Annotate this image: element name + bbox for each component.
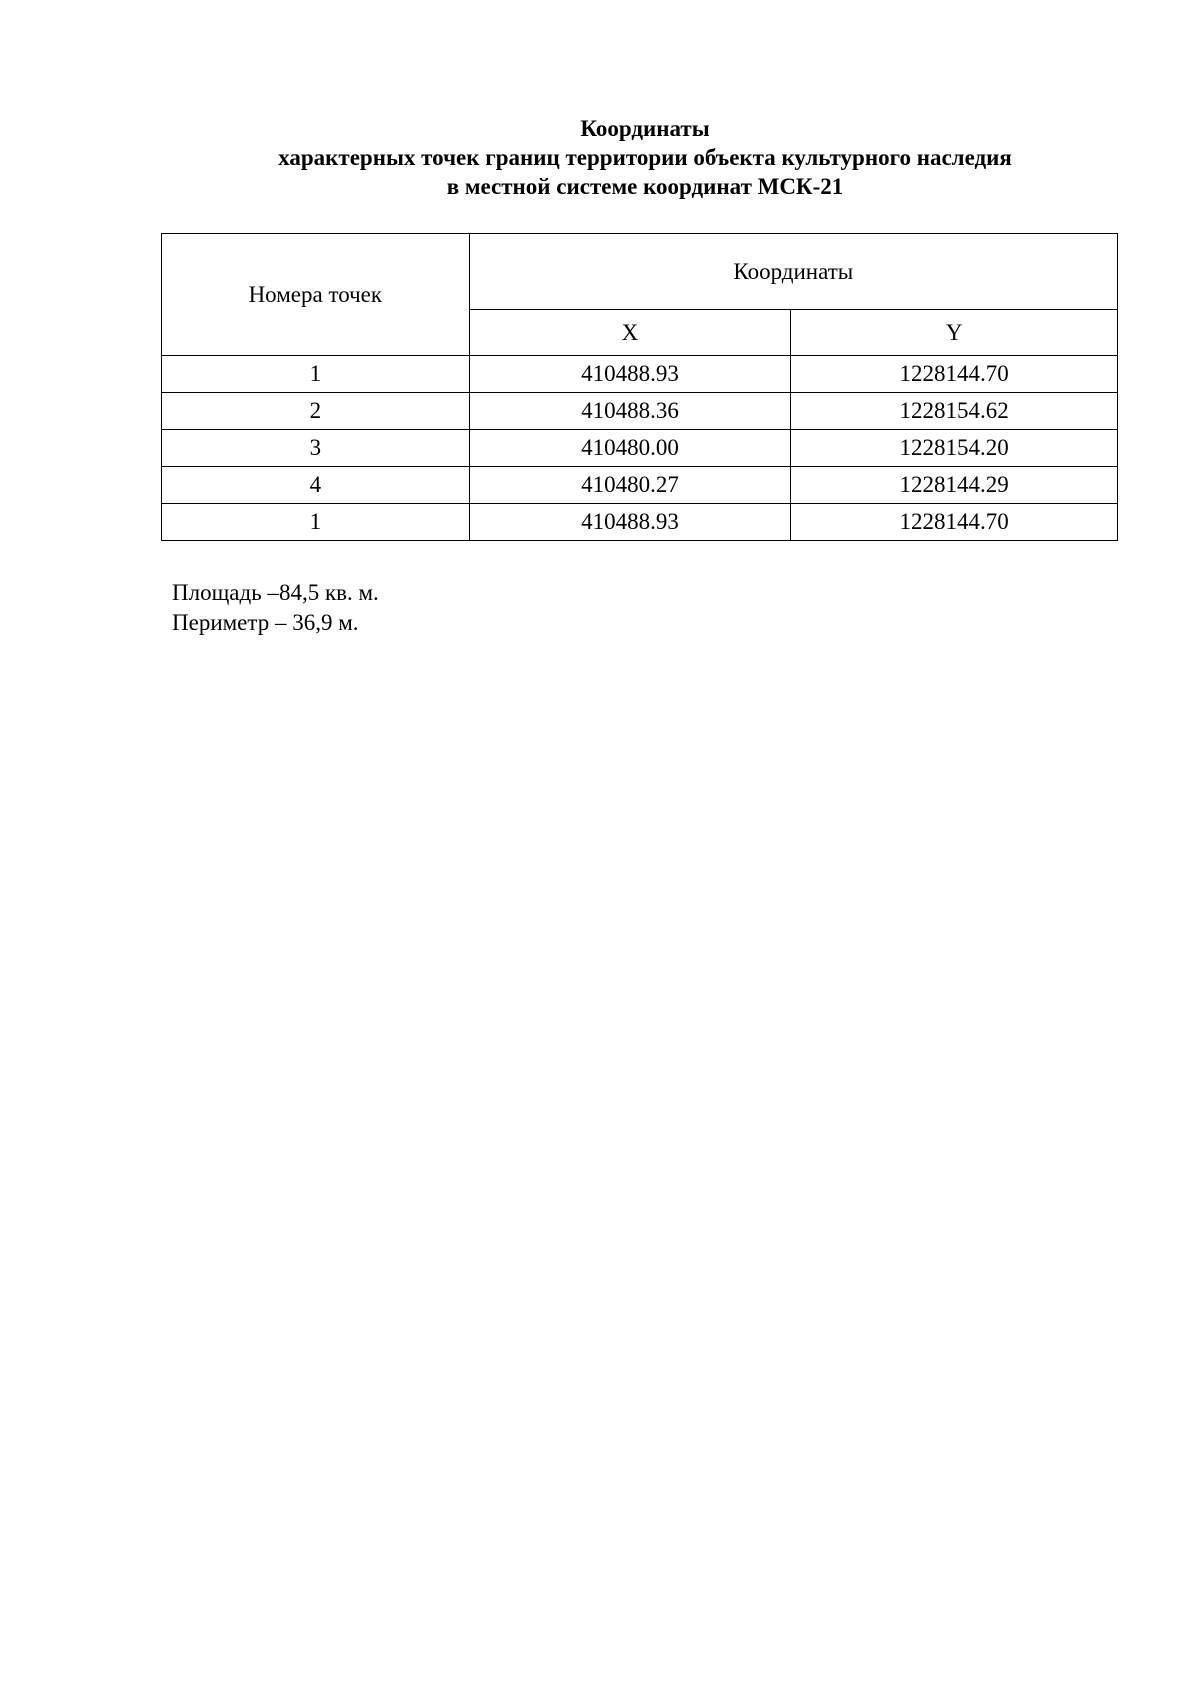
cell-point-number: 4 <box>162 467 470 504</box>
table-row <box>162 393 1118 430</box>
cell-y: 1228144.70 <box>791 504 1118 541</box>
cell-point-number: 1 <box>162 504 470 541</box>
perimeter-text: Периметр – 36,9 м. <box>172 610 359 635</box>
summary-notes <box>172 578 379 638</box>
header-coordinates: Координаты <box>469 234 1117 310</box>
cell-y: 1228154.20 <box>791 430 1118 467</box>
cell-x: 410488.93 <box>469 504 791 541</box>
cell-x: 410488.93 <box>469 356 791 393</box>
cell-y: 1228154.62 <box>791 393 1118 430</box>
table-row <box>162 356 1118 393</box>
cell-y: 1228144.70 <box>791 356 1118 393</box>
header-x: X <box>469 310 791 356</box>
cell-point-number: 3 <box>162 430 470 467</box>
cell-point-number: 2 <box>162 393 470 430</box>
document-title <box>0 114 1200 201</box>
title-line-3: в местной системе координат МСК-21 <box>446 174 844 199</box>
cell-point-number: 1 <box>162 356 470 393</box>
cell-x: 410480.27 <box>469 467 791 504</box>
cell-x: 410480.00 <box>469 430 791 467</box>
table-header-row <box>162 234 1118 310</box>
table-row <box>162 430 1118 467</box>
table-row <box>162 467 1118 504</box>
table-row <box>162 504 1118 541</box>
header-y: Y <box>791 310 1118 356</box>
cell-x: 410488.36 <box>469 393 791 430</box>
header-point-numbers: Номера точек <box>162 234 470 356</box>
title-line-2: характерных точек границ территории объекта культурного наследия <box>278 145 1012 170</box>
coordinates-table <box>161 233 1118 541</box>
area-text: Площадь –84,5 кв. м. <box>172 580 379 605</box>
title-line-1: Координаты <box>580 116 710 141</box>
cell-y: 1228144.29 <box>791 467 1118 504</box>
